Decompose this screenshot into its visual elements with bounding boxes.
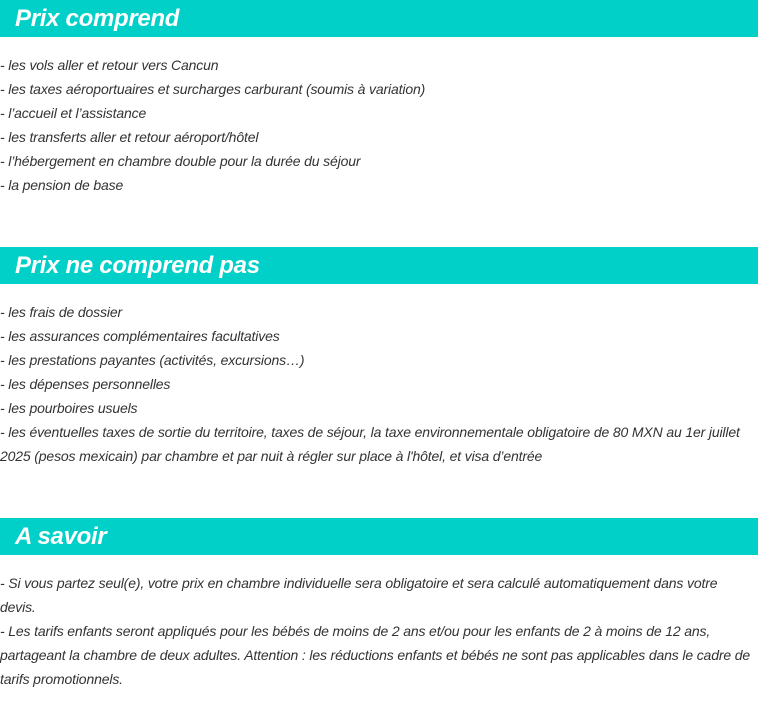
list-item: - les assurances complémentaires facultatives [0, 328, 280, 344]
list-item: - Les tarifs enfants seront appliqués pour les bébés de moins de 2 ans et/ou pour les enfants de 2 à moins de 12 ans, partageant la chambre de deux adultes. Attention : les réductions enfants et bébés ne sont pas applicables dans le cadre de tarifs promotionnels. [0, 623, 750, 687]
list-item: - les éventuelles taxes de sortie du territoire, taxes de séjour, la taxe environnementale obligatoire de 80 MXN au 1er juillet 2025 (pesos mexicain) par chambre et par nuit à régler sur place à l'hôtel, et visa d’entrée [0, 424, 740, 464]
included-list [0, 53, 752, 197]
list-item: - les pourboires usuels [0, 400, 138, 416]
section-title: Prix comprend [15, 4, 180, 32]
section-title: Prix ne comprend pas [15, 251, 260, 279]
list-item: - Si vous partez seul(e), votre prix en chambre individuelle sera obligatoire et sera calculé automatiquement dans votre devis. [0, 575, 718, 615]
list-item: - l’hébergement en chambre double pour la durée du séjour [0, 153, 361, 169]
section-header-prix-comprend [0, 0, 758, 37]
section-header-a-savoir [0, 518, 758, 555]
list-item: - les dépenses personnelles [0, 376, 171, 392]
list-item: - les frais de dossier [0, 304, 122, 320]
section-title: A savoir [15, 522, 107, 550]
list-item: - les taxes aéroportuaires et surcharges carburant (soumis à variation) [0, 81, 426, 97]
section-header-prix-ne-comprend-pas [0, 247, 758, 284]
info-list [0, 571, 752, 691]
excluded-list [0, 300, 752, 468]
list-item: - la pension de base [0, 177, 124, 193]
list-item: - les vols aller et retour vers Cancun [0, 57, 219, 73]
list-item: - les transferts aller et retour aéroport/hôtel [0, 129, 259, 145]
list-item: - les prestations payantes (activités, excursions…) [0, 352, 305, 368]
list-item: - l’accueil et l’assistance [0, 105, 147, 121]
